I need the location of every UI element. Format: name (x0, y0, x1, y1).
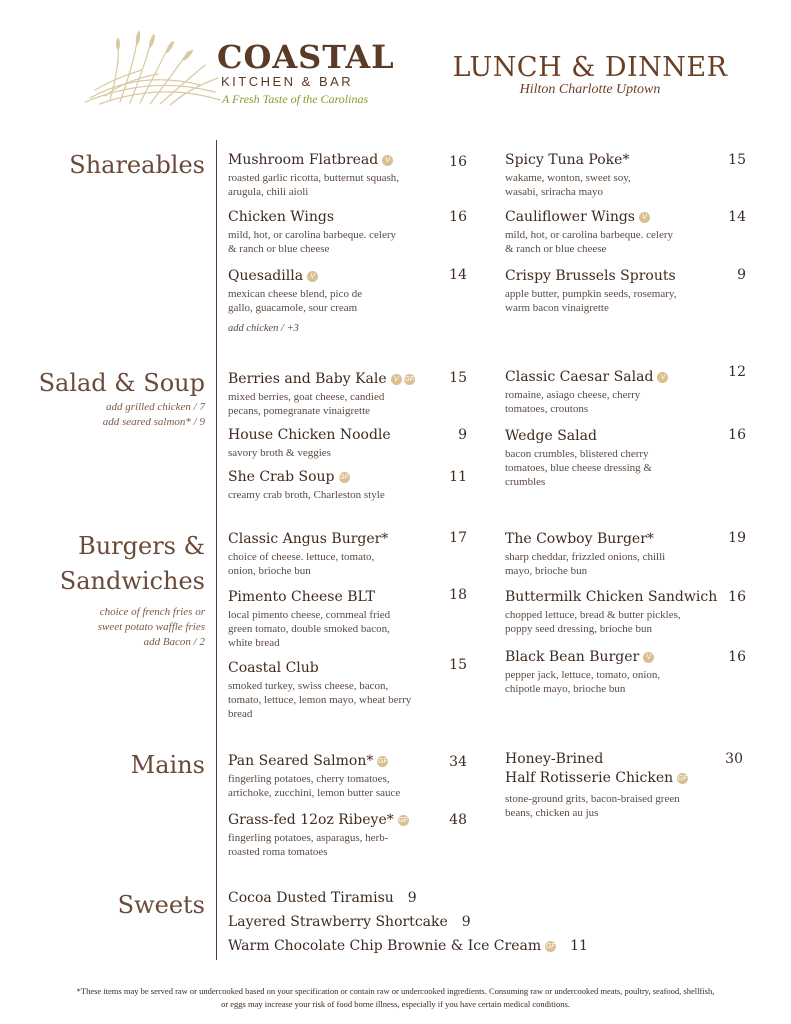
sweet-item (228, 890, 417, 906)
section-title-mains: Mains (130, 751, 205, 779)
item-name-line1: Honey-Brined (505, 751, 604, 767)
item-price: 30 (725, 751, 743, 767)
brand-subtitle: KITCHEN & BAR (221, 74, 354, 89)
item-price: 16 (449, 209, 467, 225)
item-price: 34 (449, 754, 467, 770)
item-price: 16 (728, 589, 746, 605)
item-name: Coastal Club (228, 660, 319, 676)
item-price: 9 (407, 890, 417, 906)
item-name: She Crab Soup (228, 469, 335, 485)
sweet-item (228, 914, 471, 930)
disclaimer-line: or eggs may increase your risk of food borne illness, especially if you have certain medical conditions. (221, 999, 570, 1009)
item-name: Berries and Baby Kale (228, 371, 387, 387)
item-description: mild, hot, or carolina barbeque. celery & ranch or blue cheese (228, 229, 396, 255)
item-price: 15 (449, 657, 467, 673)
item-price: 15 (449, 370, 467, 386)
item-description: fingerling potatoes, asparagus, herb-roasted roma tomatoes (228, 832, 389, 858)
item-name: Chicken Wings (228, 209, 335, 225)
item-price: 11 (449, 469, 467, 485)
section-title-burgers: Burgers & (78, 532, 205, 560)
item-description: local pimento cheese, cornmeal fried green tomato, double smoked bacon, white bread (228, 609, 391, 649)
item-name: Buttermilk Chicken Sandwich (505, 589, 718, 605)
section-note: choice of french fries or (99, 606, 205, 618)
gluten-free-icon: GF (398, 817, 409, 824)
item-description: smoked turkey, swiss cheese, bacon, tomato, lettuce, lemon mayo, wheat berry bread (228, 680, 412, 720)
item-description: bacon crumbles, blistered cherry tomatoes, blue cheese dressing & crumbles (505, 448, 652, 488)
item-addon: add chicken / +3 (228, 323, 299, 334)
item-price: 16 (728, 649, 746, 665)
item-name-line2: Half Rotisserie Chicken (505, 770, 674, 786)
item-price: 12 (728, 364, 746, 380)
section-divider (216, 140, 217, 960)
gluten-free-icon: GF (404, 376, 415, 383)
item-name: Quesadilla (228, 268, 304, 284)
vegetarian-icon: V (307, 271, 318, 282)
item-name: Classic Caesar Salad (505, 369, 654, 385)
vegetarian-icon: V (391, 374, 402, 385)
item-price: 9 (461, 914, 471, 930)
item-name: The Cowboy Burger* (505, 531, 654, 547)
item-price: 16 (449, 154, 467, 170)
section-note: add grilled chicken / 7 (106, 401, 205, 413)
item-description: fingerling potatoes, cherry tomatoes, artichoke, zucchini, lemon butter sauce (228, 773, 401, 799)
item-name: Cocoa Dusted Tiramisu (228, 890, 394, 906)
item-price: 9 (458, 427, 467, 443)
item-price: 15 (728, 152, 746, 168)
gluten-free-icon: GF (545, 943, 556, 950)
item-name: House Chicken Noodle (228, 427, 391, 443)
item-description: stone-ground grits, bacon-braised green beans, chicken au jus (505, 793, 680, 819)
item-price: 17 (449, 530, 467, 546)
item-price: 11 (570, 938, 588, 954)
item-name: Pimento Cheese BLT (228, 589, 375, 605)
disclaimer-line: *These items may be served raw or undercooked based on your specification or contain raw or undercooked ingredients. Consuming raw or undercooked meats, poultry, seafood, shellfish, (76, 986, 715, 996)
item-price: 16 (728, 427, 746, 443)
item-price: 19 (728, 530, 746, 546)
section-title-salad-soup: Salad & Soup (38, 369, 205, 397)
item-price: 14 (728, 209, 746, 225)
item-name: Black Bean Burger (505, 649, 640, 665)
item-name: Pan Seared Salmon* (228, 753, 374, 769)
item-price: 14 (449, 267, 467, 283)
item-price: 18 (449, 587, 467, 603)
item-description: creamy crab broth, Charleston style (228, 489, 385, 501)
vegetarian-icon: V (643, 652, 654, 663)
item-name: Warm Chocolate Chip Brownie & Ice Cream (228, 938, 542, 954)
item-description: roasted garlic ricotta, butternut squash, arugula, chili aioli (228, 172, 400, 198)
section-note: add Bacon / 2 (143, 636, 205, 648)
menu-subtitle: Hilton Charlotte Uptown (519, 82, 661, 97)
item-description: romaine, asiago cheese, cherry tomatoes, croutons (505, 389, 641, 415)
item-description: choice of cheese. lettuce, tomato, onion, brioche bun (228, 551, 375, 577)
item-price: 9 (737, 267, 746, 283)
brand-name: COASTAL (217, 38, 395, 76)
item-description: pepper jack, lettuce, tomato, onion, chipotle mayo, brioche bun (505, 669, 661, 695)
vegetarian-icon: V (382, 155, 393, 166)
item-description: savory broth & veggies (228, 447, 331, 459)
item-name: Wedge Salad (505, 428, 597, 444)
item-name: Mushroom Flatbread (228, 152, 379, 168)
menu-title: LUNCH & DINNER (452, 52, 728, 83)
item-name: Crispy Brussels Sprouts (505, 268, 676, 284)
item-name: Classic Angus Burger* (228, 531, 389, 547)
gluten-free-icon: GF (377, 758, 388, 765)
gluten-free-icon: GF (677, 775, 688, 782)
sweet-item (228, 938, 588, 954)
vegetarian-icon: V (657, 372, 668, 383)
brand-tagline: A Fresh Taste of the Carolinas (222, 92, 369, 106)
gluten-free-icon: GF (339, 474, 349, 481)
section-note: add seared salmon* / 9 (102, 416, 205, 428)
item-name: Layered Strawberry Shortcake (228, 914, 448, 930)
footer-disclaimer (20, 985, 771, 1011)
item-description: mexican cheese blend, pico de gallo, guacamole, sour cream (228, 288, 363, 314)
item-description: sharp cheddar, frizzled onions, chilli mayo, brioche bun (505, 551, 666, 577)
section-title-shareables: Shareables (69, 151, 205, 179)
item-name: Cauliflower Wings (505, 209, 635, 225)
item-name: Spicy Tuna Poke* (505, 152, 630, 168)
item-name: Grass-fed 12oz Ribeye* (228, 812, 394, 828)
section-title-sandwiches: Sandwiches (59, 567, 205, 595)
section-title-sweets: Sweets (117, 891, 205, 919)
item-description: mixed berries, goat cheese, candied pecans, pomegranate vinaigrette (228, 391, 385, 417)
item-description: apple butter, pumpkin seeds, rosemary, warm bacon vinaigrette (505, 288, 677, 314)
item-price: 48 (449, 812, 467, 828)
section-note: sweet potato waffle fries (97, 621, 205, 633)
vegetarian-icon: V (639, 212, 650, 223)
item-description: chopped lettuce, bread & butter pickles, poppy seed dressing, brioche bun (505, 609, 681, 635)
item-description: wakame, wonton, sweet soy, wasabi, sriracha mayo (505, 172, 631, 198)
item-description: mild, hot, or carolina barbeque. celery & ranch or blue cheese (505, 229, 673, 255)
